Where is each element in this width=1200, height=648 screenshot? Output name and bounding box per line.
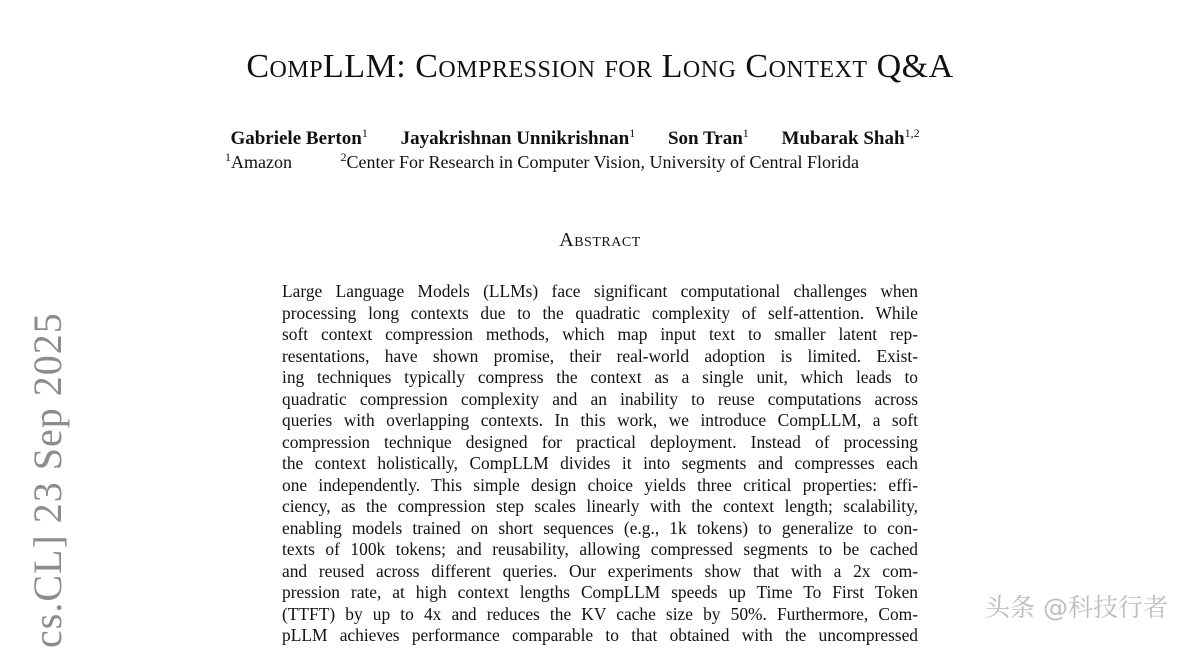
abstract-line: ing techniques typically compress the context as a single unit, which leads to [282,367,918,387]
abstract-line: one independently. This simple design choice yields three critical properties: effi- [282,474,918,495]
abstract-body [282,281,918,647]
abstract-line: soft context compression methods, which map input text to smaller latent rep- [282,324,918,344]
abstract-heading: Abstract [559,229,641,251]
watermark: 头条 @科技行者 [985,593,1168,622]
abstract-line: and reused across different queries. Our experiments show that with a 2x com- [282,560,918,581]
author-affil-mark: 1 [629,126,636,140]
author-4 [782,128,920,149]
author-3 [668,128,749,149]
affil-name: Amazon [231,152,292,172]
affiliation-list [225,150,859,173]
paper-title: CompLLM: Compression for Long Context Q&A [246,48,954,85]
affiliation-1 [225,152,292,172]
author-name: Jayakrishnan Unnikrishnan [400,128,630,149]
author-2 [401,128,636,149]
abstract-line: pression rate, at high context lengths CompLLM speeds up Time To First Token [282,582,918,602]
affil-name: Center For Research in Computer Vision, University of Central Florida [346,152,859,172]
author-list [0,126,1150,150]
abstract-line: queries with overlapping contexts. In this work, we introduce CompLLM, a soft [282,410,918,430]
author-name: Mubarak Shah [781,128,905,149]
abstract-line: texts of 100k tokens; and reusability, allowing compressed segments to be cached [282,539,918,559]
author-affil-mark: 1,2 [904,126,920,140]
abstract-line: enabling models trained on short sequences (e.g., 1k tokens) to generalize to con- [282,517,918,538]
abstract-line: pLLM achieves performance comparable to that obtained with the uncompressed [282,625,918,645]
author-1 [230,128,367,149]
abstract-line: ciency, as the compression step scales linearly with the context length; scalability, [282,496,918,516]
affil-mark: 2 [340,150,347,164]
abstract-line: the context holistically, CompLLM divides it into segments and compresses each [282,453,918,473]
author-affil-mark: 1 [361,126,368,140]
abstract-line: (TTFT) by up to 4x and reduces the KV cache size by 50%. Furthermore, Com- [282,603,918,624]
affiliation-2 [340,152,859,172]
affil-mark: 1 [225,150,231,164]
abstract-line: compression technique designed for practical deployment. Instead of processing [282,431,918,452]
abstract-line: Large Language Models (LLMs) face significant computational challenges when [282,281,918,301]
abstract-line: quadratic compression complexity and an inability to reuse computations across [282,388,918,409]
abstract-line: processing long contexts due to the quadratic complexity of self-attention. While [282,302,918,323]
arxiv-side-stamp: cs.CL] 23 Sep 2025 [25,312,70,648]
abstract-line: resentations, have shown promise, their real-world adoption is limited. Exist- [282,345,918,366]
author-affil-mark: 1 [742,126,749,140]
author-name: Son Tran [667,128,743,149]
author-name: Gabriele Berton [230,128,362,149]
